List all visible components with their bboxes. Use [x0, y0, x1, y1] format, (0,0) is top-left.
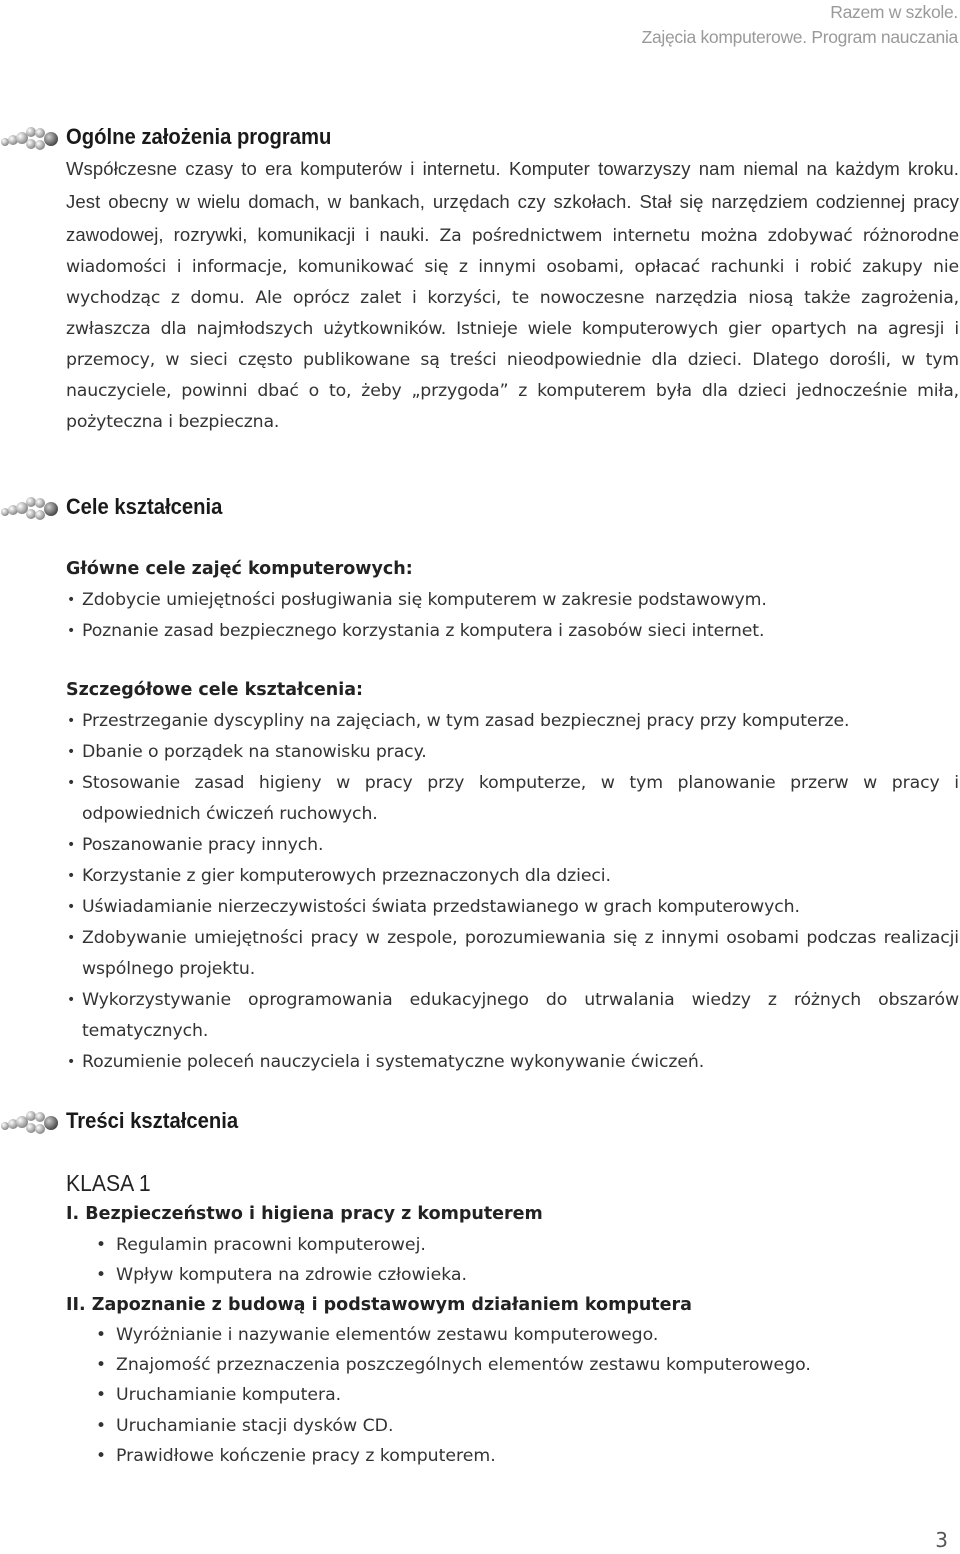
section-title: Ogólne założenia programu [66, 124, 332, 149]
main-goals-list [66, 585, 959, 647]
list-item: • Poszanowanie pracy innych. [67, 835, 324, 855]
list-item: • Znajomość przeznaczenia poszczególnych elementów zestawu komputerowego. [96, 1355, 811, 1376]
general-body-text: Za pośrednictwem internetu można zdobywać różnorodne wiadomości i informacje, komunikować się z innymi osobami, opłacać rachunki i robić zakupy nie wychodząc z domu. Ale oprócz zalet i korzyści, te nowoczesne narzędzia niosą także zagrożenia, zwłaszcza dla najmłodszych użytkowników. Istnieje wiele komputerowych gier opartych na agresji i przemocy, w sieci często publikowane są treści nieodpowiednie dla dzieci. Dlatego dorośli, w tym nauczyciele, powinni dbać o to, żeby „przygoda” z komputerem była dla dzieci jednocześnie miła, pożyteczna i bezpieczna. [66, 226, 959, 432]
list-item: • Regulamin pracowni komputerowej. [96, 1235, 426, 1255]
detail-goals-list [66, 706, 959, 1078]
header-line-1: Razem w szkole. [830, 2, 958, 22]
list-item: • Uruchamianie komputera. [96, 1385, 342, 1406]
bubbles-decoration-icon [0, 494, 62, 524]
list-item: • Zdobywanie umiejętności pracy w zespole, porozumiewania się z innymi osobami podczas realizacji wspólnego projektu. [67, 928, 959, 979]
section-heading-content [0, 1106, 960, 1140]
list-item: • Uruchamianie stacji dysków CD. [96, 1415, 394, 1436]
class-label: KLASA 1 [66, 1170, 151, 1196]
section-heading-goals [0, 492, 960, 526]
section-heading-general [0, 122, 960, 156]
list-item: • Wyróżnianie i nazywanie elementów zestawu komputerowego. [96, 1325, 659, 1345]
page-number: 3 [935, 1528, 948, 1552]
list-item: • Uświadamianie nierzeczywistości świata przedstawianego w grach komputerowych. [67, 897, 800, 917]
list-item: • Wpływ komputera na zdrowie człowieka. [96, 1265, 467, 1286]
section-title: Cele kształcenia [66, 494, 223, 519]
list-item: • Wykorzystywanie oprogramowania edukacyjnego do utrwalania wiedzy z różnych obszarów tematycznych. [67, 990, 959, 1041]
running-header [642, 0, 958, 50]
main-goals-heading: Główne cele zajęć komputerowych: [66, 559, 413, 579]
chapter-2-list [96, 1320, 811, 1471]
list-item: • Stosowanie zasad higieny w pracy przy komputerze, w tym planowanie przerw w pracy i odpowiednich ćwiczeń ruchowych. [67, 773, 959, 824]
list-item: • Korzystanie z gier komputerowych przeznaczonych dla dzieci. [67, 866, 611, 886]
chapter-1-list [96, 1230, 467, 1290]
general-paragraph [66, 153, 959, 438]
chapter-2-title: II. Zapoznanie z budową i podstawowym działaniem komputera [66, 1295, 692, 1315]
bubbles-decoration-icon [0, 124, 62, 154]
chapter-1-title: I. Bezpieczeństwo i higiena pracy z komputerem [66, 1204, 543, 1224]
bubbles-decoration-icon [0, 1108, 62, 1138]
section-title: Treści kształcenia [66, 1108, 239, 1133]
list-item: • Prawidłowe kończenie pracy z komputerem. [96, 1445, 496, 1466]
general-intro-text: Współczesne czasy to era komputerów i internetu. Komputer towarzyszy nam niemal na każdym kroku. Jest obecny w wielu domach, w bankach, urzędach czy szkołach. Stał się narzędziem codziennej pracy zawodowej, rozrywki, komunikacji i nauki. [66, 158, 959, 245]
list-item: • Zdobycie umiejętności posługiwania się komputerem w zakresie podstawowym. [67, 590, 767, 610]
list-item: • Przestrzeganie dyscypliny na zajęciach, w tym zasad bezpiecznej pracy przy komputerze. [67, 711, 850, 731]
header-line-2: Zajęcia komputerowe. Program nauczania [641, 27, 958, 47]
list-item: • Rozumienie poleceń nauczyciela i systematyczne wykonywanie ćwiczeń. [67, 1052, 705, 1072]
list-item: • Dbanie o porządek na stanowisku pracy. [67, 742, 427, 762]
list-item: • Poznanie zasad bezpiecznego korzystania z komputera i zasobów sieci internet. [67, 621, 765, 641]
detail-goals-heading: Szczegółowe cele kształcenia: [66, 680, 364, 700]
